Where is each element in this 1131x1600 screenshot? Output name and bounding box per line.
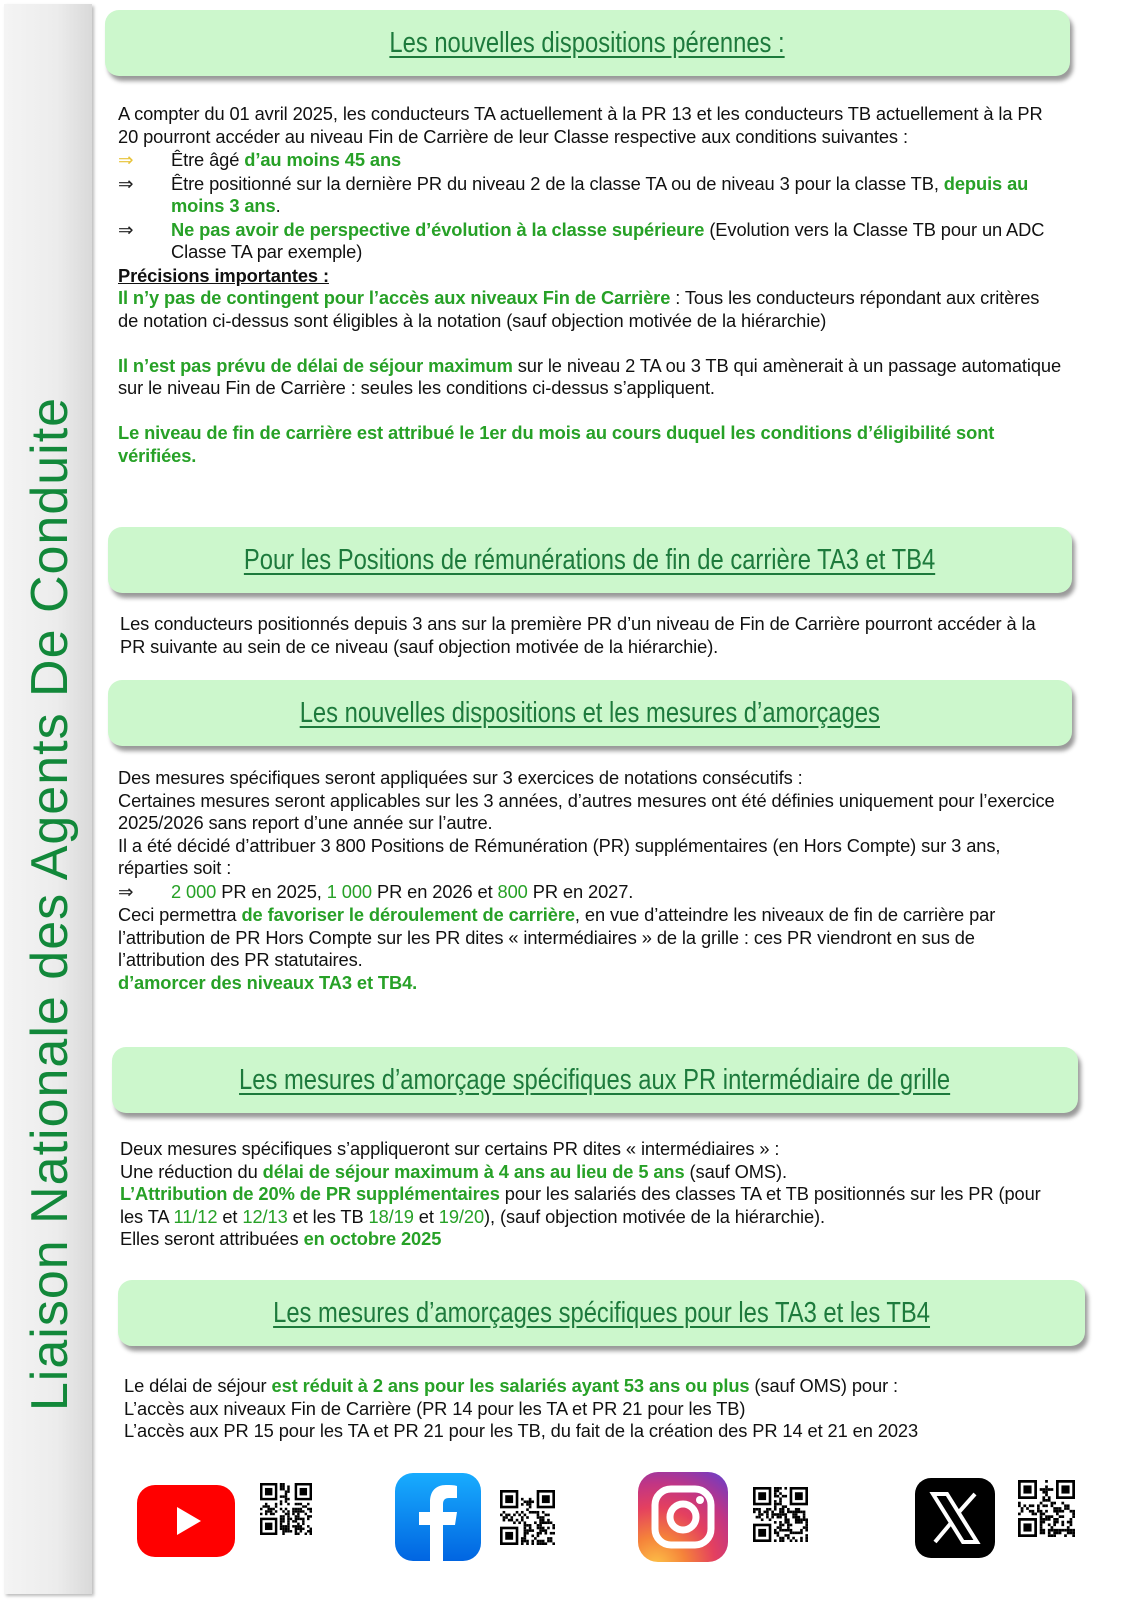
text: Certaines mesures seront applicables sur les 3 années, d’autres mesures ont été définies uniquement pour l’exercice 2025/2026 sans report d’une année sur l’autre. bbox=[118, 789, 1055, 833]
text: (sauf OMS) pour : bbox=[749, 1375, 899, 1396]
section-title: Pour les Positions de rémunérations de fin de carrière TA3 et TB4 bbox=[244, 543, 936, 576]
text: et bbox=[413, 1205, 439, 1227]
paragraph bbox=[118, 835, 1063, 880]
paragraph bbox=[120, 1138, 1065, 1161]
bullet-item bbox=[118, 149, 1063, 172]
bullet-item bbox=[118, 219, 1063, 264]
instagram-qr-code[interactable] bbox=[753, 1487, 808, 1547]
text: Deux mesures spécifiques s’appliqueront sur certains PR dites « intermédiaires » : bbox=[120, 1138, 780, 1159]
highlighted-number: 2 000 bbox=[171, 880, 217, 902]
paragraph bbox=[118, 972, 1063, 995]
text: PR en 2025, bbox=[216, 880, 327, 902]
bullet-item bbox=[118, 173, 1063, 218]
youtube-qr-code[interactable] bbox=[260, 1483, 312, 1540]
section-header bbox=[118, 1280, 1085, 1346]
text: PR en 2026 et bbox=[372, 880, 498, 902]
paragraph bbox=[118, 355, 1063, 400]
highlighted-text: L’Attribution de 20% de PR supplémentaires bbox=[120, 1183, 500, 1204]
text: Les conducteurs positionnés depuis 3 ans sur la première PR d’un niveau de Fin de Carrière pourront accéder à la PR suivante au sein de ce niveau (sauf objection motivée de la hiérarchie). bbox=[120, 613, 1036, 657]
highlighted-text: Ne pas avoir de perspective d’évolution à la classe supérieure bbox=[171, 218, 705, 240]
section-title: Les mesures d’amorçage spécifiques aux PR intermédiaire de grille bbox=[239, 1063, 951, 1096]
highlighted-text: est réduit à 2 ans pour les salariés ayant 53 ans ou plus bbox=[271, 1375, 750, 1396]
section-header bbox=[112, 1047, 1078, 1113]
paragraph bbox=[124, 1420, 1069, 1443]
facebook-qr-code[interactable] bbox=[500, 1490, 555, 1550]
paragraph bbox=[124, 1375, 1069, 1398]
text: PR en 2027. bbox=[527, 880, 634, 902]
highlighted-number: 19/20 bbox=[438, 1205, 485, 1227]
text: Ceci permettra bbox=[118, 904, 242, 925]
text: , en vue d’atteindre les niveaux de fin de carrière par l’attribution de PR Hors Compte sur les PR dites « intermédiaires » de la grille : ces PR viendront en sus de l’attribution des PR statutaires. bbox=[118, 904, 996, 970]
text: (sauf OMS). bbox=[684, 1160, 787, 1182]
highlighted-number: 12/13 bbox=[242, 1205, 288, 1227]
highlighted-number: 11/12 bbox=[173, 1205, 218, 1227]
text: . bbox=[275, 195, 281, 216]
paragraph bbox=[118, 103, 1063, 148]
arrow-right-icon: ⇒ bbox=[118, 149, 134, 170]
text: Le délai de séjour bbox=[124, 1375, 272, 1396]
text: Elles seront attribuées bbox=[120, 1228, 304, 1249]
text: sur le niveau 2 TA ou 3 TB qui amènerait à un passage automatique sur le niveau Fin de Carrière : seules les conditions ci-dessus s’appliquent. bbox=[118, 354, 1062, 398]
x-qr-code[interactable] bbox=[1018, 1480, 1075, 1542]
paragraph bbox=[124, 1398, 1069, 1421]
text: Une réduction du bbox=[120, 1160, 263, 1182]
paragraph bbox=[120, 1161, 1065, 1184]
sidebar bbox=[4, 4, 92, 1594]
section-header bbox=[108, 680, 1072, 746]
paragraph bbox=[118, 265, 1063, 288]
text: L’accès aux niveaux Fin de Carrière (PR 14 pour les TA et PR 21 pour les TB) bbox=[124, 1397, 746, 1419]
section-title: Les nouvelles dispositions et les mesures d’amorçages bbox=[299, 696, 881, 729]
paragraph bbox=[118, 767, 1063, 790]
text: A compter du 01 avril 2025, les conducteurs TA actuellement à la PR 13 et les conducteurs TB actuellement à la PR 20 pourront accéder au niveau Fin de Carrière de leur Classe respective aux conditions suivantes : bbox=[118, 103, 1043, 147]
text: pour les salariés des classes TA et TB positionnés sur les PR (pour les TA bbox=[120, 1183, 1041, 1227]
text: et bbox=[217, 1205, 243, 1227]
paragraph bbox=[118, 904, 1063, 972]
text: Des mesures spécifiques seront appliquées sur 3 exercices de notations consécutifs : bbox=[118, 767, 803, 788]
highlighted-text: Il n’y pas de contingent pour l’accès aux niveaux Fin de Carrière bbox=[118, 287, 671, 308]
highlighted-text: de favoriser le déroulement de carrière bbox=[241, 904, 575, 925]
section-body bbox=[124, 1375, 1069, 1443]
subheading: Précisions importantes : bbox=[118, 264, 329, 286]
arrow-right-icon: ⇒ bbox=[118, 172, 134, 194]
highlighted-text: d’amorcer des niveaux TA3 et TB4. bbox=[118, 971, 418, 993]
text: Être âgé bbox=[171, 149, 245, 170]
text: et les TB bbox=[287, 1205, 369, 1227]
section-body bbox=[118, 767, 1063, 994]
sidebar-title: Liaison Nationale des Agents De Conduite bbox=[21, 396, 79, 1412]
section-body bbox=[120, 1138, 1065, 1251]
text: Être positionné sur la dernière PR du niveau 2 de la classe TA ou de niveau 3 pour la classe TB, bbox=[171, 172, 944, 194]
text: ), (sauf objection motivée de la hiérarchie). bbox=[484, 1205, 826, 1227]
facebook-icon[interactable] bbox=[395, 1473, 481, 1561]
instagram-icon[interactable] bbox=[638, 1472, 728, 1562]
section-body bbox=[120, 613, 1065, 658]
paragraph bbox=[118, 790, 1063, 835]
section-header bbox=[108, 527, 1072, 593]
highlighted-number: 1 000 bbox=[326, 880, 372, 902]
arrow-right-icon: ⇒ bbox=[118, 218, 134, 240]
highlighted-text: délai de séjour maximum à 4 ans au lieu de 5 ans bbox=[262, 1160, 685, 1182]
youtube-icon[interactable] bbox=[137, 1485, 235, 1557]
x-icon[interactable] bbox=[915, 1478, 995, 1558]
section-title: Les nouvelles dispositions pérennes : bbox=[389, 26, 786, 59]
text: (Evolution vers la Classe TB pour un ADC Classe TA par exemple) bbox=[171, 218, 1045, 262]
text: L’accès aux PR 15 pour les TA et PR 21 pour les TB, du fait de la création des PR 14 et 21 en 2023 bbox=[124, 1420, 919, 1441]
section-header bbox=[105, 10, 1070, 76]
paragraph bbox=[118, 422, 1063, 467]
highlighted-number: 18/19 bbox=[368, 1205, 414, 1227]
paragraph bbox=[120, 613, 1065, 658]
text: Il a été décidé d’attribuer 3 800 Positions de Rémunération (PR) supplémentaires (en Hors Compte) sur 3 ans, réparties soit : bbox=[118, 834, 1001, 878]
paragraph bbox=[120, 1183, 1065, 1228]
highlighted-number: 800 bbox=[497, 880, 528, 902]
paragraph bbox=[120, 1228, 1065, 1251]
section-title: Les mesures d’amorçages spécifiques pour les TA3 et les TB4 bbox=[273, 1296, 930, 1329]
section-body bbox=[118, 103, 1063, 467]
highlighted-text: en octobre 2025 bbox=[303, 1228, 442, 1249]
highlighted-text: Le niveau de fin de carrière est attribué le 1er du mois au cours duquel les conditions d’éligibilité sont vérifiées. bbox=[118, 422, 995, 466]
paragraph bbox=[118, 287, 1063, 332]
highlighted-text: d’au moins 45 ans bbox=[244, 149, 402, 170]
bullet-item bbox=[118, 881, 1063, 904]
text: : Tous les conducteurs répondant aux critères de notation ci-dessus sont éligibles à la notation (sauf objection motivée de la hiérarchie) bbox=[118, 287, 1040, 331]
highlighted-text: depuis au moins 3 ans bbox=[171, 172, 1029, 216]
arrow-right-icon: ⇒ bbox=[118, 880, 134, 902]
highlighted-text: Il n’est pas prévu de délai de séjour maximum bbox=[118, 354, 513, 376]
